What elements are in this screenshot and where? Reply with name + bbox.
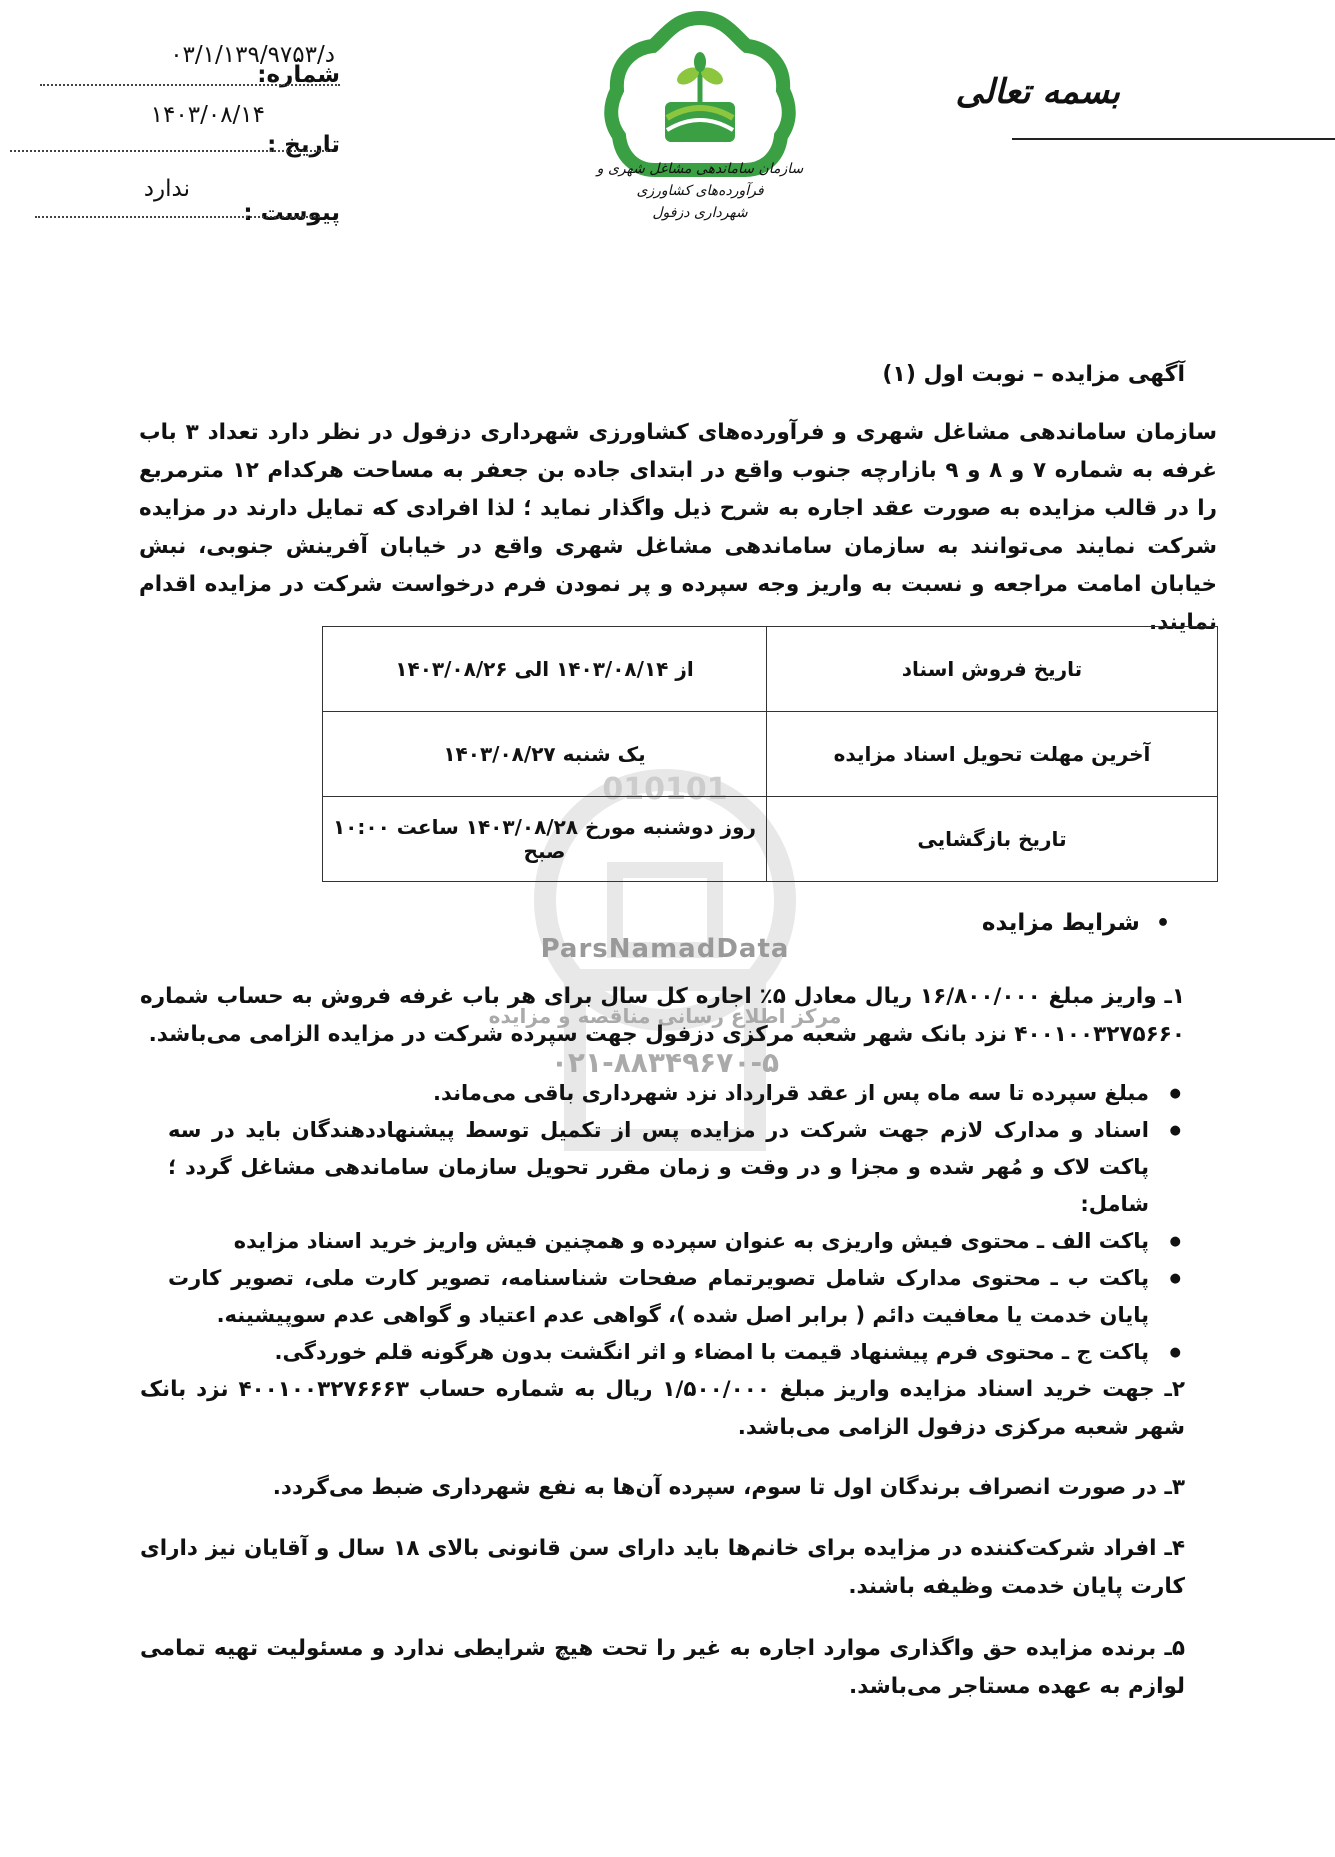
number-label: شماره: bbox=[257, 62, 340, 88]
condition-5: ۵ـ برنده مزایده حق واگذاری موارد اجاره به غیر را تحت هیچ شرایطی ندارد و مسئولیت تهیه تمامی لوازم به عهده مستاجر می‌باشد. bbox=[140, 1636, 1185, 1699]
table-row bbox=[323, 797, 1218, 882]
list-item: ● اسناد و مدارک لازم جهت شرکت در مزایده پس از تکمیل توسط پیشنهاددهندگان باید در سه پاکت لاک و مُهر شده و مجزا و در وقت و زمان مقرر تحویل سازمان ساماندهی مشاغل گردد ؛ شامل: bbox=[168, 1112, 1183, 1223]
list-item: ● پاکت الف ـ محتوی فیش واریزی به عنوان سپرده و همچنین فیش واریز خرید اسناد مزایده bbox=[168, 1223, 1183, 1260]
schedule-value: یک شنبه ۱۴۰۳/۰۸/۲۷ bbox=[323, 712, 767, 797]
conditions-bullet-list bbox=[168, 1075, 1183, 1371]
date-label: تاریخ : bbox=[267, 132, 340, 158]
schedule-value: از ۱۴۰۳/۰۸/۱۴ الی ۱۴۰۳/۰۸/۲۶ bbox=[323, 627, 767, 712]
schedule-label: تاریخ فروش اسناد bbox=[767, 627, 1218, 712]
condition-1: ۱ـ واریز مبلغ ۱۶/۸۰۰/۰۰۰ ریال معادل ۵٪ اجاره کل سال برای هر باب غرفه فروش به حساب شماره ۴۰۰۱۰۰۳۲۷۵۶۶۰ نزد بانک شهر شعبه مرکزی دزفول جهت سپرده شرکت در مزایده الزامی می‌باشد. bbox=[140, 984, 1186, 1047]
schedule-label: آخرین مهلت تحویل اسناد مزایده bbox=[767, 712, 1218, 797]
list-item: ● مبلغ سپرده تا سه ماه پس از عقد قرارداد نزد شهرداری باقی می‌ماند. bbox=[168, 1075, 1183, 1112]
schedule-value: روز دوشنبه مورخ ۱۴۰۳/۰۸/۲۸ ساعت ۱۰:۰۰ صبح bbox=[323, 797, 767, 882]
logo-caption-line-2: شهرداری دزفول bbox=[652, 205, 748, 221]
schedule-label: تاریخ بازگشایی bbox=[767, 797, 1218, 882]
attachment-label: پیوست : bbox=[243, 200, 340, 226]
list-item: ● پاکت ب ـ محتوی مدارک شامل تصویرتمام صفحات شناسنامه، تصویر کارت ملی، تصویر کارت پایان خدمت یا معافیت دائم ( برابر اصل شده )، گواهی عدم اعتیاد و گواهی عدم سوپیشینه. bbox=[168, 1260, 1183, 1334]
header-underline bbox=[1012, 138, 1335, 140]
watermark-brand: ParsNamadData bbox=[540, 934, 790, 964]
number-value: د/۰۳/۱/۱۳۹/۹۷۵۳ bbox=[170, 42, 335, 68]
watermark-line-1: مرکز اطلاع رسانی مناقصه و مزایده bbox=[488, 1004, 842, 1028]
list-item: ● پاکت ج ـ محتوی فرم پیشنهاد قیمت با امضاء و اثر انگشت بدون هرگونه قلم خوردگی. bbox=[168, 1334, 1183, 1371]
schedule-table bbox=[322, 626, 1218, 882]
table-row bbox=[323, 712, 1218, 797]
notice-intro: سازمان ساماندهی مشاغل شهری و فرآورده‌های کشاورزی شهرداری دزفول در نظر دارد تعداد ۳ باب غرفه به شماره ۷ و ۸ و ۹ بازارچه جنوب واقع در ابتدای جاده بن جعفر به مساحت هرکدام ۱۲ مترمربع را در قالب مزایده به صورت عقد اجاره به شرح ذیل واگذار نماید ؛ لذا افرادی که تمایل دارند در مزایده شرکت نمایند می‌توانند به سازمان ساماندهی مشاغل شهری واقع در خیابان آفرینش جنوبی، نبش خیابان امامت مراجعه و نسبت به واریز وجه سپرده و پر نمودن فرم درخواست شرکت در مزایده اقدام نمایند. bbox=[139, 420, 1217, 635]
date-value: ۱۴۰۳/۰۸/۱۴ bbox=[150, 102, 265, 128]
condition-4: ۴ـ افراد شرکت‌کننده در مزایده برای خانم‌ها باید دارای سن قانونی بالای ۱۸ سال و آقایان نیز دارای کارت پایان خدمت وظیفه باشند. bbox=[140, 1536, 1185, 1599]
date-dotted-line bbox=[10, 150, 332, 152]
condition-3: ۳ـ در صورت انصراف برندگان اول تا سوم، سپرده آن‌ها به نفع شهرداری ضبط می‌گردد. bbox=[272, 1475, 1185, 1500]
number-dotted-line bbox=[40, 84, 340, 86]
bullet-icon: • bbox=[1155, 911, 1170, 936]
condition-2: ۲ـ جهت خرید اسناد مزایده واریز مبلغ ۱/۵۰۰/۰۰۰ ریال به شماره حساب ۴۰۰۱۰۰۳۲۷۶۶۶۳ نزد بانک شهر شعبه مرکزی دزفول الزامی می‌باشد. bbox=[140, 1377, 1185, 1440]
watermark-line-2: ۰۲۱-۸۸۳۴۹۶۷۰-۵ bbox=[550, 1046, 780, 1079]
watermark-digits: 010101 bbox=[602, 772, 728, 807]
conditions-title bbox=[982, 910, 1170, 936]
attachment-value: ندارد bbox=[143, 176, 190, 202]
logo-caption-line-1: سازمان ساماندهی مشاغل شهری و فرآورده‌های کشاورزی bbox=[596, 161, 804, 199]
notice-title: آگهی مزایده – نوبت اول (۱) bbox=[882, 362, 1185, 387]
attachment-dotted-line bbox=[35, 216, 320, 218]
bismillah-heading: بسمه تعالی bbox=[955, 72, 1120, 112]
table-row bbox=[323, 627, 1218, 712]
conditions-title-text: شرایط مزایده bbox=[981, 910, 1140, 936]
logo-caption bbox=[585, 158, 815, 224]
